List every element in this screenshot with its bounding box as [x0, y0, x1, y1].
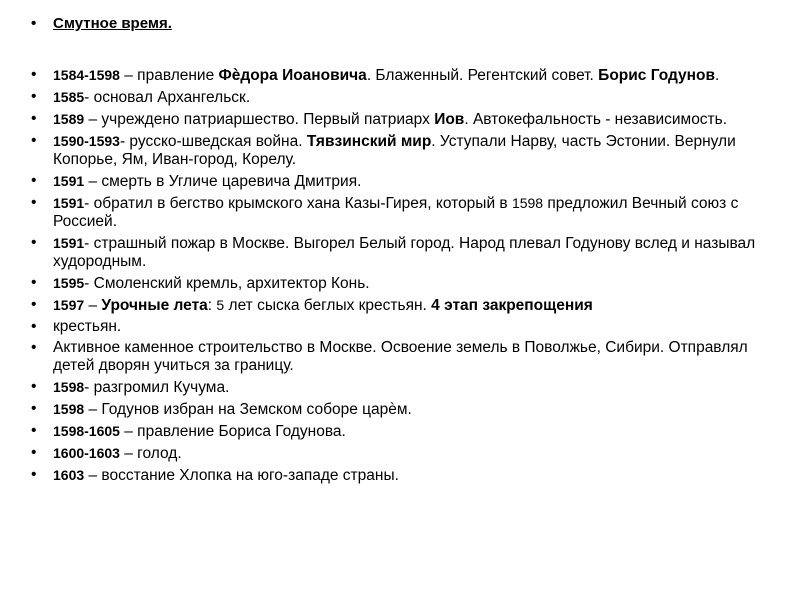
item-text: – — [84, 297, 102, 314]
item-text: – голод. — [119, 445, 182, 462]
item-text: . Блаженный. Регентский совет. — [366, 67, 599, 84]
item-text: 1598 — [511, 195, 544, 211]
item-year: 1590-1593 — [53, 133, 120, 149]
item-year: 1600-1603 — [53, 445, 120, 461]
item-text: предложил Вечный союз с Россией. — [53, 195, 739, 230]
list-item — [31, 132, 781, 169]
bullet-icon: • — [31, 194, 37, 211]
item-emphasis: Иов — [434, 111, 465, 128]
bullet-icon: • — [31, 422, 37, 439]
bullet-icon: • — [31, 234, 37, 251]
list-item — [31, 274, 781, 293]
item-year: 1595 — [53, 275, 85, 291]
list-item — [31, 296, 781, 315]
list-item — [31, 422, 781, 441]
item-text: . — [715, 67, 720, 84]
item-year: 1598 — [53, 379, 85, 395]
list-item — [31, 172, 781, 191]
slide-title: Смутное время. — [53, 15, 172, 32]
item-year: 1603 — [53, 467, 85, 483]
item-emphasis: Урочные лета — [101, 297, 208, 314]
item-emphasis: Тявзинский мир — [306, 133, 432, 150]
item-year: 1585 — [53, 89, 85, 105]
bullet-icon: • — [31, 466, 37, 483]
bullet-icon: • — [31, 274, 37, 291]
list-item — [31, 88, 781, 107]
item-text: - русско-шведская война. — [119, 133, 307, 150]
list-item — [31, 400, 781, 419]
bullet-icon: • — [31, 88, 37, 105]
item-text: - обратил в бегство крымского хана Казы-Гирея, который в — [84, 195, 512, 212]
list-item — [31, 339, 781, 375]
bullet-icon: • — [31, 110, 37, 127]
item-year: 1598 — [53, 401, 85, 417]
item-year: 1597 — [53, 297, 85, 313]
item-text: . Уступали Нарву, часть Эстонии. Вернули Копорье, Ям, Иван-город, Корелу. — [53, 133, 736, 168]
item-text: – правление Бориса Годунова. — [119, 423, 346, 440]
item-year: 1591 — [53, 235, 85, 251]
item-text: : — [207, 297, 217, 314]
item-text: – восстание Хлопка на юго-западе страны. — [84, 467, 399, 484]
item-text: - Смоленский кремль, архитектор Конь. — [84, 275, 370, 292]
item-text: лет сыска беглых крестьян. — [224, 297, 432, 314]
item-text: 5 — [216, 297, 225, 313]
bullet-icon: • — [31, 339, 37, 356]
item-emphasis: Фѐдора Иоановича — [218, 67, 367, 84]
list-item — [31, 110, 781, 129]
timeline-list — [31, 66, 781, 488]
list-item — [31, 66, 781, 85]
bullet-icon: • — [31, 132, 37, 149]
list-item — [31, 378, 781, 397]
item-text: – смерть в Угличе царевича Дмитрия. — [84, 173, 362, 190]
list-item — [31, 234, 781, 271]
item-text: - страшный пожар в Москве. Выгорел Белый город. Народ плевал Годунову вслед и называл худородным. — [53, 235, 756, 270]
item-year: 1591 — [53, 195, 85, 211]
bullet-icon: • — [31, 66, 37, 83]
item-text: Активное каменное строительство в Москве. Освоение земель в Поволжье, Сибири. Отправлял детей дворян учиться за границу. — [53, 339, 748, 374]
bullet-icon: • — [31, 296, 37, 313]
list-item — [31, 194, 781, 231]
list-item — [31, 444, 781, 463]
bullet-icon: • — [31, 444, 37, 461]
item-emphasis: Борис Годунов — [598, 67, 715, 84]
list-item — [31, 466, 781, 485]
bullet-icon: • — [31, 172, 37, 189]
item-text: – Годунов избран на Земском соборе царѐм. — [84, 401, 412, 418]
item-text: – учреждено патриаршество. Первый патриарх — [84, 111, 435, 128]
bullet-icon: • — [31, 378, 37, 395]
item-text: - основал Архангельск. — [84, 89, 251, 106]
bullet-icon: • — [31, 318, 37, 335]
item-emphasis: 4 этап закрепощения — [431, 297, 593, 314]
item-year: 1591 — [53, 173, 85, 189]
item-text: – правление — [119, 67, 219, 84]
item-text: - разгромил Кучума. — [84, 379, 230, 396]
list-item — [31, 318, 781, 336]
item-year: 1589 — [53, 111, 85, 127]
item-year: 1598-1605 — [53, 423, 120, 439]
bullet-icon: • — [31, 15, 37, 32]
item-text: крестьян. — [53, 318, 122, 335]
item-year: 1584-1598 — [53, 67, 120, 83]
item-text: . Автокефальность - независимость. — [464, 111, 728, 128]
bullet-icon: • — [31, 400, 37, 417]
